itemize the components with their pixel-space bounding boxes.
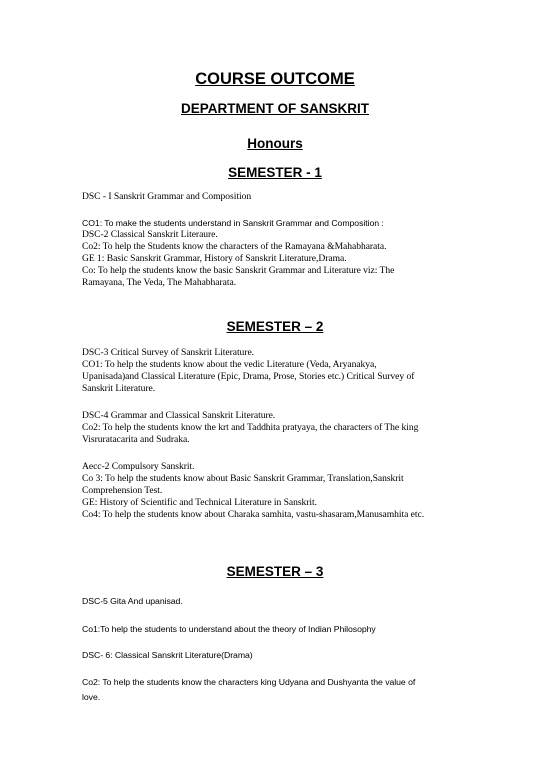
semester-2-line: Co2: To help the students know the krt and Taddhita pratyaya, the characters of The king bbox=[82, 422, 419, 433]
semester-3-line: DSC- 6: Classical Sanskrit Literature(Drama) bbox=[82, 650, 253, 660]
semester-2-line: CO1: To help the students know about the vedic Literature (Veda, Aryanakya, bbox=[82, 359, 377, 370]
semester-1-line: DSC - I Sanskrit Grammar and Composition bbox=[82, 191, 252, 202]
semester-2-line: Visruratacarita and Sudraka. bbox=[82, 434, 190, 445]
semester-3-heading: SEMESTER – 3 bbox=[226, 564, 324, 579]
semester-1-line: Co2: To help the Students know the characters of the Ramayana &Mahabharata. bbox=[82, 241, 387, 252]
semester-1-line: DSC-2 Classical Sanskrit Literaure. bbox=[82, 229, 218, 240]
semester-1-line: GE 1: Basic Sanskrit Grammar, History of Sanskrit Literature,Drama. bbox=[82, 253, 347, 264]
semester-1-line: Co: To help the students know the basic Sanskrit Grammar and Literature viz: The bbox=[82, 265, 395, 276]
semester-1-heading: SEMESTER - 1 bbox=[228, 165, 322, 180]
semester-2-line: DSC-3 Critical Survey of Sanskrit Literature. bbox=[82, 347, 255, 358]
semester-2-line: Upanisada)and Classical Literature (Epic, Drama, Prose, Stories etc.) Critical Survey of bbox=[82, 371, 415, 382]
semester-3-line: Co2: To help the students know the characters king Udyana and Dushyanta the value of bbox=[82, 677, 416, 687]
semester-3-line: Co1:To help the students to understand about the theory of Indian Philosophy bbox=[82, 624, 376, 634]
semester-1-line: Ramayana, The Veda, The Mahabharata. bbox=[82, 277, 237, 288]
semester-2-line: DSC-4 Grammar and Classical Sanskrit Literature. bbox=[82, 410, 276, 421]
semester-3-line: DSC-5 Gita And upanisad. bbox=[82, 596, 183, 606]
semester-2-line: GE: History of Scientific and Technical Literature in Sanskrit. bbox=[82, 497, 317, 508]
semester-2-line: Sanskrit Literature. bbox=[82, 383, 156, 394]
program-heading: Honours bbox=[247, 136, 303, 151]
semester-3-line: love. bbox=[82, 692, 101, 702]
semester-1-line: CO1: To make the students understand in Sanskrit Grammar and Composition : bbox=[82, 218, 384, 228]
semester-2-line: Aecc-2 Compulsory Sanskrit. bbox=[82, 461, 195, 472]
semester-2-line: Co4: To help the students know about Charaka samhita, vastu-shasaram,Manusamhita etc. bbox=[82, 509, 425, 520]
document-title: COURSE OUTCOME bbox=[195, 70, 355, 88]
semester-2-line: Co 3: To help the students know about Basic Sanskrit Grammar, Translation,Sanskrit bbox=[82, 473, 404, 484]
department-heading: DEPARTMENT OF SANSKRIT bbox=[181, 101, 369, 116]
semester-2-heading: SEMESTER – 2 bbox=[226, 319, 324, 334]
semester-2-line: Comprehension Test. bbox=[82, 485, 163, 496]
